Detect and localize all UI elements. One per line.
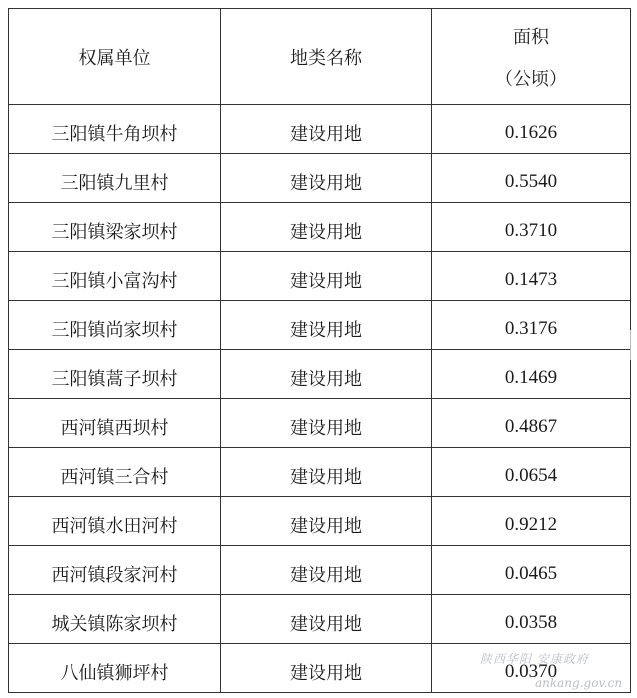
cell-owner: 三阳镇尚家坝村 — [9, 301, 221, 350]
table-row — [9, 546, 631, 595]
cell-land-type: 建设用地 — [221, 301, 432, 350]
cell-land-type: 建设用地 — [221, 399, 432, 448]
table-row — [9, 252, 631, 301]
table-row — [9, 448, 631, 497]
cell-owner: 三阳镇牛角坝村 — [9, 105, 221, 154]
cell-land-type: 建设用地 — [221, 644, 432, 693]
cell-land-type: 建设用地 — [221, 105, 432, 154]
cell-area: 0.0465 — [432, 546, 631, 595]
cell-owner: 西河镇水田河村 — [9, 497, 221, 546]
cell-area: 0.0358 — [432, 595, 631, 644]
cell-owner: 西河镇段家河村 — [9, 546, 221, 595]
cell-area: 0.4867 — [432, 399, 631, 448]
table-row — [9, 301, 631, 350]
table-row — [9, 350, 631, 399]
cell-owner: 城关镇陈家坝村 — [9, 595, 221, 644]
table-row — [9, 154, 631, 203]
cell-area: 0.1473 — [432, 252, 631, 301]
cell-owner: 三阳镇九里村 — [9, 154, 221, 203]
cell-land-type: 建设用地 — [221, 448, 432, 497]
table-row — [9, 203, 631, 252]
header-area-unit: （公顷） — [495, 68, 567, 90]
page-edge-mark — [630, 330, 637, 360]
cell-owner: 西河镇三合村 — [9, 448, 221, 497]
cell-land-type: 建设用地 — [221, 154, 432, 203]
cell-area: 0.0370 — [432, 644, 631, 693]
cell-land-type: 建设用地 — [221, 252, 432, 301]
header-area-title: 面积 — [513, 26, 549, 48]
cell-area: 0.5540 — [432, 154, 631, 203]
table-row — [9, 399, 631, 448]
cell-area: 0.0654 — [432, 448, 631, 497]
header-owner: 权属单位 — [9, 9, 221, 105]
cell-owner: 西河镇西坝村 — [9, 399, 221, 448]
cell-area: 0.9212 — [432, 497, 631, 546]
cell-owner: 三阳镇梁家坝村 — [9, 203, 221, 252]
cell-land-type: 建设用地 — [221, 546, 432, 595]
cell-area: 0.1469 — [432, 350, 631, 399]
cell-owner: 三阳镇小富沟村 — [9, 252, 221, 301]
table-row — [9, 105, 631, 154]
cell-land-type: 建设用地 — [221, 595, 432, 644]
land-area-table — [8, 8, 631, 693]
table-header-row — [9, 9, 631, 105]
watermark-text: 陕西华阳 安康政府 — [480, 652, 589, 666]
header-land-type: 地类名称 — [221, 9, 432, 105]
cell-land-type: 建设用地 — [221, 497, 432, 546]
cell-owner: 三阳镇蒿子坝村 — [9, 350, 221, 399]
cell-land-type: 建设用地 — [221, 350, 432, 399]
header-area — [432, 9, 631, 105]
cell-land-type: 建设用地 — [221, 203, 432, 252]
cell-area: 0.1626 — [432, 105, 631, 154]
table-row — [9, 497, 631, 546]
watermark-url: ankang.gov.cn — [535, 676, 623, 690]
cell-area: 0.3176 — [432, 301, 631, 350]
table-row — [9, 595, 631, 644]
cell-area: 0.3710 — [432, 203, 631, 252]
cell-owner: 八仙镇狮坪村 — [9, 644, 221, 693]
